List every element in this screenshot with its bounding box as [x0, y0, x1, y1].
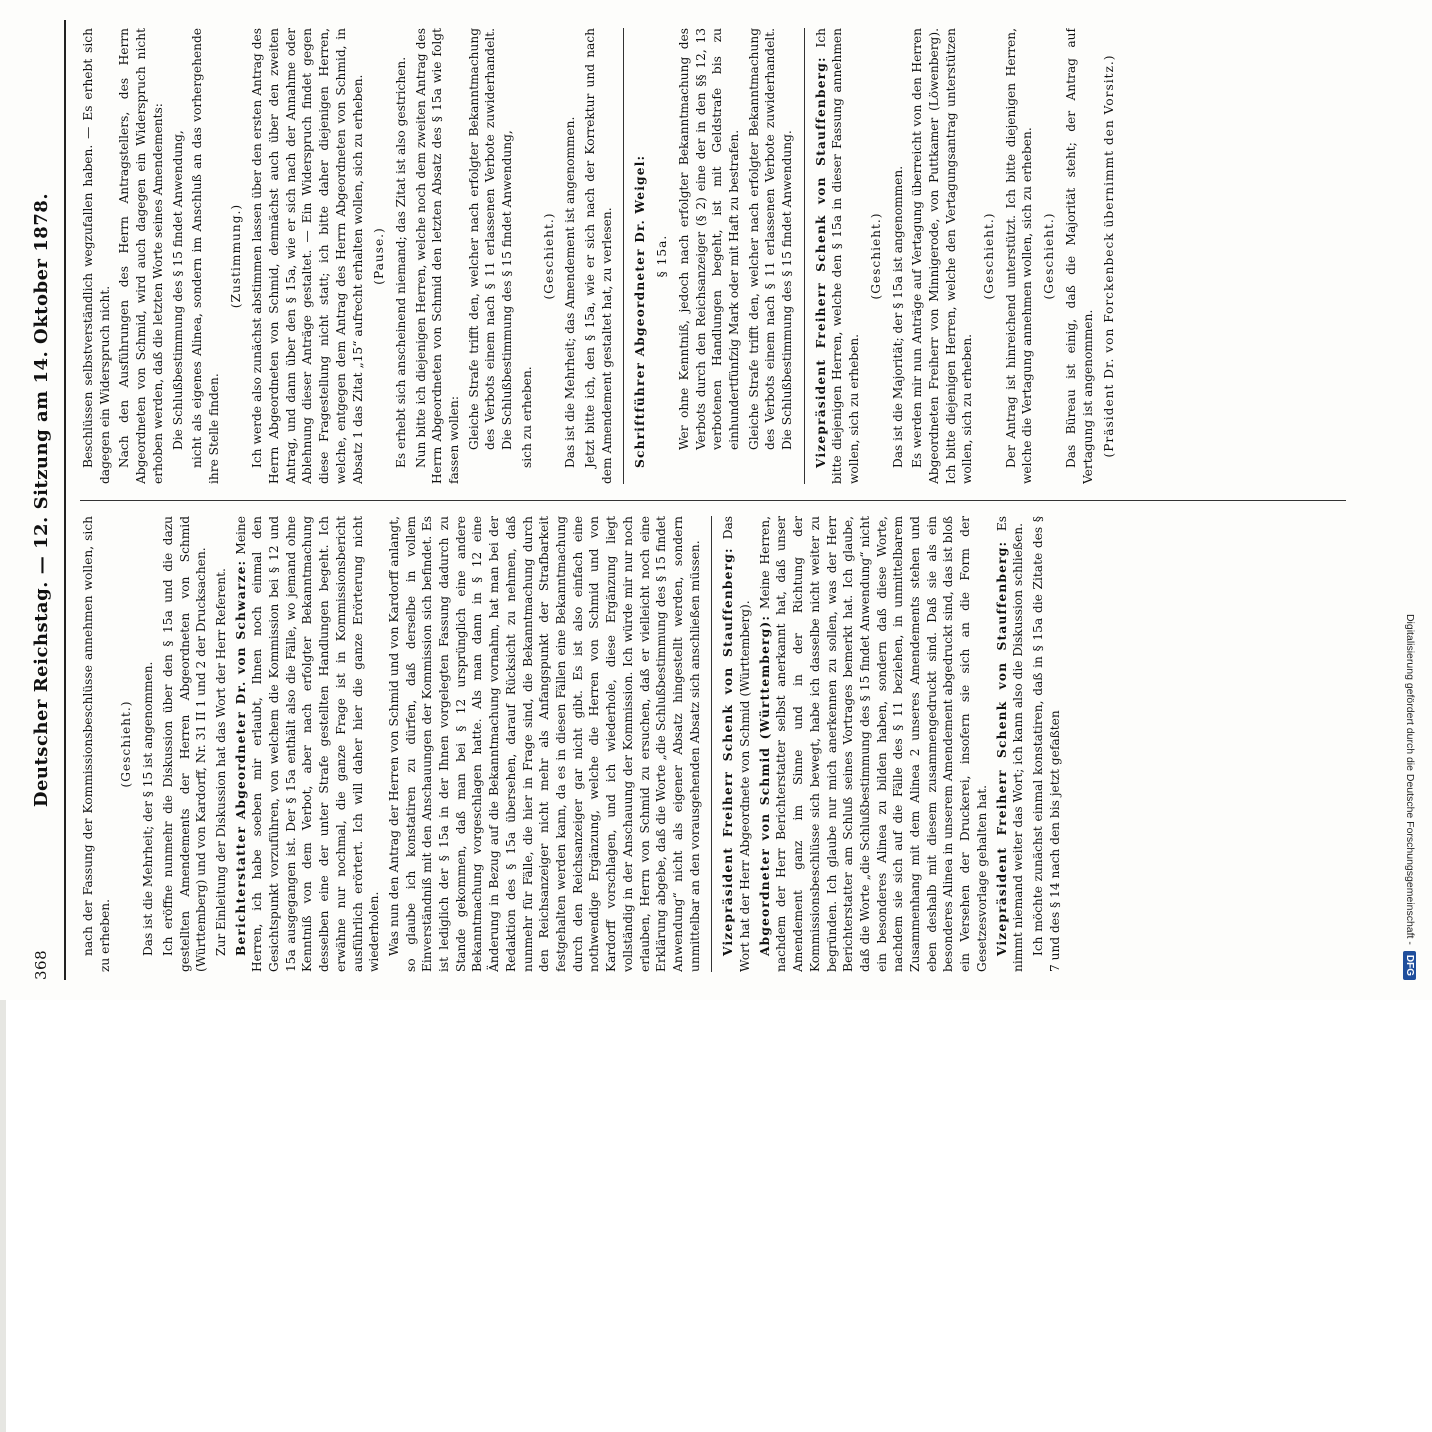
paragraph — [249, 28, 366, 484]
paragraph — [386, 516, 703, 972]
paragraph-text: Nach den Ausführungen des Herrn Antragstellers, des Herrn Abgeordneten von Schmid, wird auch dagegen ein Widerspruch nicht erhoben werden, daß die letzten Worte seines Amendements: — [117, 28, 165, 484]
stage-direction — [371, 28, 388, 484]
paragraph-text: Zur Einleitung der Diskussion hat das Wort der Herr Referent. — [213, 568, 228, 956]
paragraph-text: § 15a. — [655, 234, 670, 278]
page-header — [26, 20, 56, 980]
paragraph — [189, 28, 222, 484]
quoted-text — [676, 28, 743, 484]
column-divider — [80, 500, 1346, 501]
paragraph-text: Der Antrag ist hinreichend unterstützt. Ich bitte diejenigen Herren, welche die Vertagung annehmen wollen, sich zu erheben. — [1003, 28, 1035, 484]
paragraph — [720, 516, 753, 972]
paragraph-text: Wer ohne Kenntniß, jedoch nach erfolgter Bekanntmachung des Verbots durch den Reichsanzeiger (§ 2) eine der in den §§ 12, 13 verbotenen Handlungen begeht, ist mit Geldstrafe bis zu einhundertfünfzig Mark oder mit Haft zu bestrafen. — [676, 28, 741, 450]
stage-direction — [1101, 28, 1118, 484]
stage-direction — [118, 516, 135, 972]
paragraph-text: Die Schlußbestimmung des § 15 findet Anwendung, — [170, 130, 185, 450]
paragraph-text: Es werden mir nun Anträge auf Vertagung überreicht von den Herren Abgeordneten Freiherr von Minnigerode, von Puttkamer (Löwenberg). Ich bitte diejenigen Herren, welche den Vertagungsantrag unterstützen wollen, sich zu erheben. — [910, 28, 975, 484]
paragraph — [80, 28, 113, 484]
paragraph-text: (Zustimmung.) — [228, 203, 243, 309]
paragraph-text: Ich eröffne nunmehr die Diskussion über den § 15a und die dazu gestellten Amendements der Herren Abgeordneten von Schmid (Württemberg) und von Kardorff, Nr. 31 II 1 und 2 der Drucksachen. — [160, 516, 209, 972]
page-number: 368 — [32, 949, 50, 980]
paragraph-text: Das ist die Mehrheit; der § 15 ist angenommen. — [141, 661, 156, 956]
paragraph-text: Gleiche Strafe trifft den, welcher nach erfolgter Bekanntmachung des Verbots einem nach § 11 erlassenen Verbote zuwiderhandelt. Die Schlußbestimmung des § 15 findet Anwendung, — [466, 28, 515, 450]
paragraph — [393, 28, 410, 484]
header-rule — [64, 20, 66, 980]
paragraph — [233, 516, 383, 972]
credit-text: Digitalisierung gefördert durch die Deutsche Forschungsgemeinschaft - — [1404, 613, 1416, 945]
paragraph — [1063, 28, 1096, 484]
paragraph-text: Beschlüssen selbstverständlich wegzufallen haben. — Es erhebt sich dagegen ein Widerspruch nicht. — [81, 28, 112, 484]
quoted-text — [466, 28, 516, 484]
paragraph — [562, 28, 579, 484]
paragraph — [909, 28, 976, 484]
paragraph-text: (Geschieht.) — [1042, 212, 1057, 300]
speaker-name: Abgeordneter von Schmid (Württemberg): — [757, 614, 772, 956]
paragraph — [80, 516, 113, 972]
left-column — [80, 516, 1382, 972]
paragraph-text: Das Wort hat der Herr Abgeordnete von Schmid (Württemberg). — [721, 516, 753, 972]
section-rule — [804, 28, 805, 484]
paragraph — [519, 28, 536, 484]
section-rule — [711, 516, 712, 972]
paragraph — [632, 28, 649, 484]
paragraph — [160, 516, 210, 972]
quoted-text — [170, 28, 187, 484]
paragraph-text: nach der Fassung der Kommissionsbeschlüsse annehmen wollen, sich zu erheben. — [81, 516, 112, 972]
paragraph-text: (Geschieht.) — [982, 212, 997, 300]
stage-direction — [228, 28, 245, 484]
paragraph-text: Jetzt bitte ich, den § 15a, wie er sich nach der Korrektur und nach dem Amendement gestaltet hat, zu verlesen. — [582, 28, 614, 484]
paragraph-text: Ich werde also zunächst abstimmen lassen über den ersten Antrag des Herrn Abgeordneten von Schmid, demnächst auch über den zweiten Antrag, und dann über den § 15a, wie er sich nach der Annahme oder Ablehnung dieser Anträge gestaltet. — Ein Widerspruch findet gegen diese Fragestellung nicht statt; ich bitte daher diejenigen Herren, welche, entgegen dem Antrag des Herrn Abgeordneten von Schmid, in Absatz 1 das Zitat „15“ aufrecht erhalten wollen, sich zu erheben. — [250, 28, 365, 484]
paragraph — [1030, 516, 1063, 972]
paragraph — [994, 516, 1027, 972]
paragraph-text: (Präsident Dr. von Forckenbeck übernimmt den Vorsitz.) — [1102, 54, 1117, 458]
dfg-logo: DFG — [1404, 951, 1417, 980]
paragraph-text: Was nun den Antrag der Herren von Schmid und von Kardorff anlangt, so glaube ich konstatiren zu dürfen, daß derselbe in vollem Einverständniß mit den Anschauungen der Kommission sich befindet. Es ist lediglich der § 15a in der Ihnen vorgelegten Fassung dadurch zu Stande gekommen, daß man bei § 12 ursprünglich eine andere Bekanntmachung vorgeschlagen hatte. Als man dann in § 12 eine Änderung in Bezug auf die Bekanntmachung vornahm, hat man bei der Redaktion des § 15a übersehen, darauf Rücksicht zu nehmen, daß nunmehr für Fälle, die hier in Frage sind, die Bekanntmachung durch den Reichsanzeiger nicht mehr als Anfangspunkt der Strafbarkeit festgehalten werden kann, da es in diesen Fällen eine Bekanntmachung durch den Reichsanzeiger gar nicht gibt. Es ist also einfach eine nothwendige Ergänzung, welche die Herren von Schmid und von Kardorff vorschlagen, und ich wiederhole, diese Ergänzung liegt vollständig in der Anschauung der Kommission. Ich würde mir nur noch erlauben, Herrn von Schmid zu ersuchen, daß er vielleicht noch eine Erklärung abgebe, daß die Worte „die Schlußbestimmung des § 15 findet Anwendung“ nicht als eigener Absatz hingestellt werden, sondern unmittelbar an den vorausgehenden Absatz sich anschließen müssen. — [386, 516, 702, 972]
paragraph-text: Das Büreau ist einig, daß die Majorität steht; der Antrag auf Vertagung ist angenommen. — [1063, 28, 1095, 484]
stage-direction — [868, 28, 885, 484]
paragraph — [413, 28, 463, 484]
paragraph — [582, 28, 615, 484]
paragraph-text: Das ist die Mehrheit; das Amendement ist angenommen. — [563, 116, 578, 468]
paragraph — [1003, 28, 1036, 484]
paragraph-text: Nun bitte ich diejenigen Herren, welche noch dem zweiten Antrag des Herrn Abgeordneten von Schmid den letzten Absatz des § 15a wie folgt fassen wollen: — [413, 28, 462, 484]
speaker-name: Berichterstatter Abgeordneter Dr. von Schwarze: — [233, 559, 248, 956]
paragraph — [757, 516, 991, 972]
paragraph-text: (Geschieht.) — [868, 212, 883, 300]
paragraph-text: Es erhebt sich anscheinend niemand; das Zitat ist also gestrichen. — [393, 56, 408, 468]
paragraph-text: (Geschieht.) — [541, 212, 556, 300]
paragraph — [813, 28, 863, 484]
section-rule — [623, 28, 624, 484]
paragraph — [890, 28, 907, 484]
paragraph — [116, 28, 166, 484]
digitization-credit — [1398, 20, 1422, 980]
right-column — [80, 28, 1382, 484]
paragraph — [213, 516, 230, 972]
paragraph — [140, 516, 157, 972]
stage-direction — [981, 28, 998, 484]
paragraph-text: Ich möchte zunächst einmal konstatiren, daß in § 15a die Zitate des § 7 und des § 14 nach den bis jetzt gefaßten — [1030, 516, 1062, 972]
paragraph-text: Ich bitte diejenigen Herren, welche den § 15a in dieser Fassung annehmen wollen, sich zu erheben. — [813, 28, 862, 484]
speaker-name: Vizepräsident Freiherr Schenk von Stauffenberg: — [994, 540, 1009, 956]
paragraph-text: (Geschieht.) — [119, 700, 134, 788]
paragraph-text: Es nimmt niemand weiter das Wort; ich kann also die Diskussion schließen. — [994, 516, 1026, 972]
speaker-name: Vizepräsident Freiherr Schenk von Stauffenberg: — [813, 56, 828, 468]
speaker-name: Schriftführer Abgeordneter Dr. Weigel: — [633, 154, 648, 468]
stage-direction — [654, 28, 671, 484]
paragraph-text: Meine Herren, ich habe soeben mir erlaubt, Ihnen noch einmal den Gesichtspunkt vorzuführen, von welchem die Kommission bei § 12 und 15a ausgegangen ist. Der § 15a enthält also die Fälle, wo jemand ohne Kenntniß von dem Verbot, aber nach erfolgter Bekanntmachung desselben eine der unter Strafe gestellten Handlungen begeht. Ich erwähne nur nochmal, die ganze Frage ist in Kommissionsbericht ausführlich erörtert. Ich will daher hier die ganze Erörterung nicht wiederholen. — [233, 516, 382, 972]
page-title: Deutscher Reichstag. — 12. Sitzung am 14. Oktober 1878. — [30, 192, 52, 808]
paragraph-text: sich zu erheben. — [519, 366, 534, 468]
quoted-text — [746, 28, 796, 484]
paragraph-text: nicht als eigenes Alinea, sondern im Anschluß an das vorhergehende ihre Stelle finden. — [190, 28, 221, 484]
paragraph-text: (Pause.) — [372, 227, 387, 285]
stage-direction — [1041, 28, 1058, 484]
stage-direction — [541, 28, 558, 484]
paragraph-text: Das ist die Majorität; der § 15a ist angenommen. — [890, 165, 905, 468]
speaker-name: Vizepräsident Freiherr Schenk von Stauffenberg: — [721, 547, 736, 956]
paragraph-text: Gleiche Strafe trifft den, welcher nach erfolgter Bekanntmachung des Verbots einem nach § 11 erlassenen Verbote zuwiderhandelt. Die Schlußbestimmung des § 15 findet Anwendung. — [746, 28, 795, 450]
paragraph-text: Meine Herren, nachdem der Herr Berichterstatter selbst anerkannt hat, daß unser Amendement ganz im Sinne und in der Richtung der Kommissionsbeschlüsse sich bewegt, habe ich dasselbe nicht weiter zu begründen. Ich glaube nur mich anerkennen zu sollen, was der Herr Berichterstatter am Schluß seines Vortrages bemerkt hat. Ich glaube, daß die Worte „die Schlußbestimmung des § 15 findet Anwendung“ nicht ein besonderes Alinea zu bilden haben, sondern daß diese Worte, nachdem sie sich auf die Fälle des § 11 beziehen, in unmittelbarem Zusammenhang mit dem Alinea 2 unseres Amendements stehen und eben deshalb mit diesem zusammengedruckt sind. Daß sie als ein besonderes Alinea in unserem Amendement abgedruckt sind, das ist bloß ein Versehen der Druckerei, insofern sie sich an die Form der Gesetzesvorlage gehalten hat. — [757, 516, 989, 972]
